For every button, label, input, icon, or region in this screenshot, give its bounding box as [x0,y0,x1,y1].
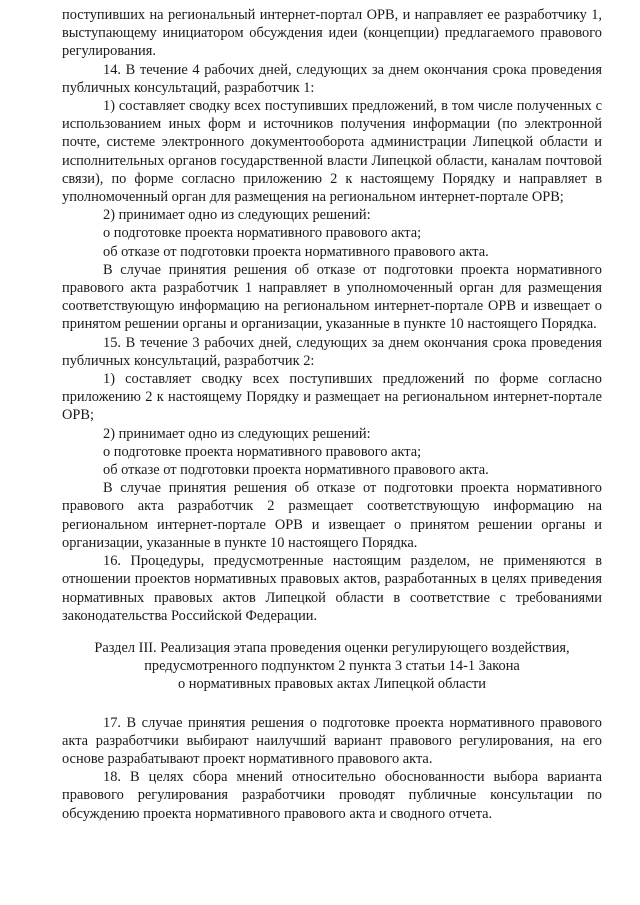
paragraph-14-option-refuse: об отказе от подготовки проекта нормативного правового акта. [103,243,489,260]
paragraph-14-item-1: 1) составляет сводку всех поступивших предложений, в том числе полученных с использованием иных форм и источников получения информации (по электронной почте, системе электронного документооборота администрации Липецкой области и исполнительных органов государственной власти Липецкой области, каналам почтовой связи), по форме согласно приложению 2 к настоящему Порядку и направляет в уполномоченный орган для размещения на региональном интернет-портале ОРВ; [62,98,602,206]
paragraph-14: 14. В течение 4 рабочих дней, следующих за днем окончания срока проведения публичных консультаций, разработчик 1: [62,61,602,96]
section-heading-line-3: о нормативных правовых актах Липецкой области [177,676,486,693]
paragraph-18: 18. В целях сбора мнений относительно обоснованности выбора варианта правового регулирования разработчики проводят публичные консультации по обсуждению проекта нормативного правового акта и сводного отчета. [62,769,602,822]
paragraph-17: 17. В случае принятия решения о подготовке проекта нормативного правового акта разработчики выбирают наилучший вариант правового регулирования, на его основе разрабатывают проект нормативного правового акта. [62,714,602,767]
section-heading-line-1: Раздел III. Реализация этапа проведения оценки регулирующего воздействия, [94,639,570,656]
paragraph-15-option-prepare: о подготовке проекта нормативного правового акта; [103,443,422,460]
paragraph-15-option-refuse: об отказе от подготовки проекта нормативного правового акта. [103,462,489,479]
paragraph-15: 15. В течение 3 рабочих дней, следующих за днем окончания срока проведения публичных консультаций, разработчик 2: [62,334,602,369]
paragraph-15-refusal-case: В случае принятия решения об отказе от подготовки проекта нормативного правового акта разработчик 2 размещает соответствующую информацию на региональном интернет-портале ОРВ и извещает о принятом решении органы и организации, указанные в пункте 10 настоящего Порядка. [62,480,602,551]
paragraph-15-item-2: 2) принимает одно из следующих решений: [103,425,371,442]
paragraph-14-refusal-case: В случае принятия решения об отказе от подготовки проекта нормативного правового акта разработчик 1 направляет в уполномоченный орган для размещения соответствующую информацию на региональном интернет-портале ОРВ и извещает о принятом решении органы и организации, указанные в пункте 10 настоящего Порядка. [62,261,602,333]
document-page [62,6,602,823]
paragraph-15-item-1: 1) составляет сводку всех поступивших предложений по форме согласно приложению 2 к настоящему Порядку и размещает на региональном интернет-портале ОРВ; [62,371,602,424]
paragraph-continuation: поступивших на региональный интернет-портал ОРВ, и направляет ее разработчику 1, выступающему инициатором обсуждения идеи (концепции) предлагаемого правового регулирования. [62,7,602,60]
section-heading-line-2: предусмотренного подпунктом 2 пункта 3 статьи 14-1 Закона [144,658,520,675]
paragraph-14-option-prepare: о подготовке проекта нормативного правового акта; [103,225,422,242]
paragraph-16: 16. Процедуры, предусмотренные настоящим разделом, не применяются в отношении проектов нормативных правовых актов, разработанных в целях приведения нормативных правовых актов Липецкой области в соответствие с требованиями законодательства Российской Федерации. [62,553,602,624]
paragraph-14-item-2: 2) принимает одно из следующих решений: [103,207,371,224]
section-heading [62,639,602,694]
